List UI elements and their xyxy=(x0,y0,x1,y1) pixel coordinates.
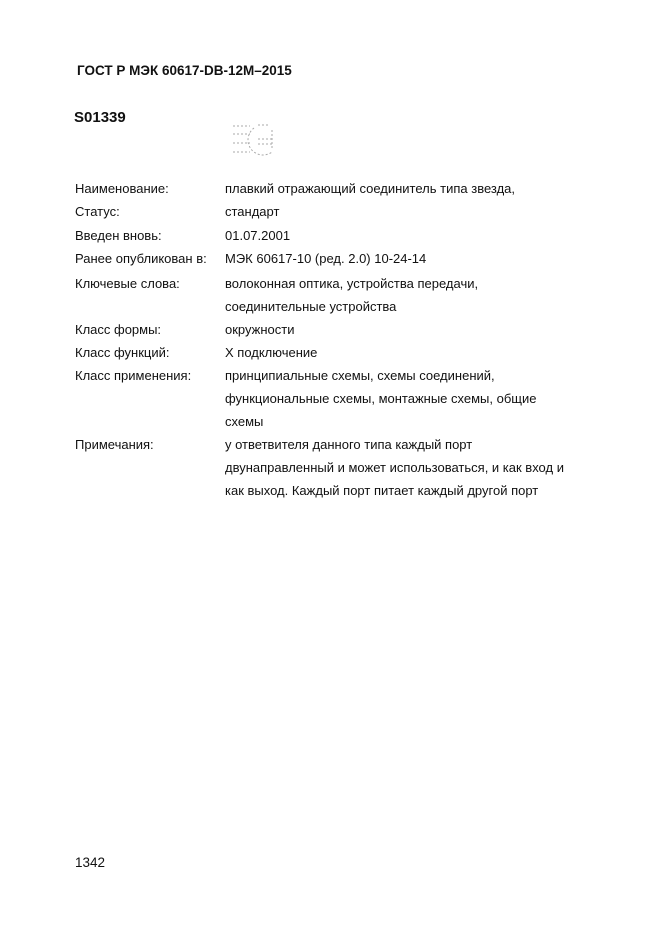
field-value: волоконная оптика, устройства передачи, соединительные устройства xyxy=(225,276,479,314)
field-value: плавкий отражающий соединитель типа звезда, xyxy=(225,181,515,196)
field-value: принципиальные схемы, схемы соединений, функциональные схемы, монтажные схемы, общие схемы xyxy=(225,368,537,429)
field-label: Введен вновь: xyxy=(75,228,162,243)
field-value: МЭК 60617-10 (ред. 2.0) 10-24-14 xyxy=(225,251,427,266)
document-header: ГОСТ Р МЭК 60617-DB-12M–2015 xyxy=(77,63,292,78)
page-number: 1342 xyxy=(75,855,106,870)
field-value: окружности xyxy=(225,322,295,337)
field-value: X подключение xyxy=(225,345,318,360)
symbol-code: S01339 xyxy=(74,109,126,126)
field-label: Ключевые слова: xyxy=(75,276,180,291)
field-label: Класс применения: xyxy=(75,368,192,383)
field-label: Примечания: xyxy=(75,437,154,452)
field-value: 01.07.2001 xyxy=(225,228,291,243)
field-value: у ответвителя данного типа каждый порт двунаправленный и может использоваться, и как вход и как выход. Каждый порт питает каждый другой порт xyxy=(225,437,564,498)
field-label: Класс функций: xyxy=(75,345,170,360)
field-label: Класс формы: xyxy=(75,322,162,337)
star-coupler-symbol-icon xyxy=(230,122,280,158)
field-label: Наименование: xyxy=(75,181,169,196)
field-value: стандарт xyxy=(225,204,280,219)
field-label: Статус: xyxy=(75,204,120,219)
field-label: Ранее опубликован в: xyxy=(75,251,207,266)
